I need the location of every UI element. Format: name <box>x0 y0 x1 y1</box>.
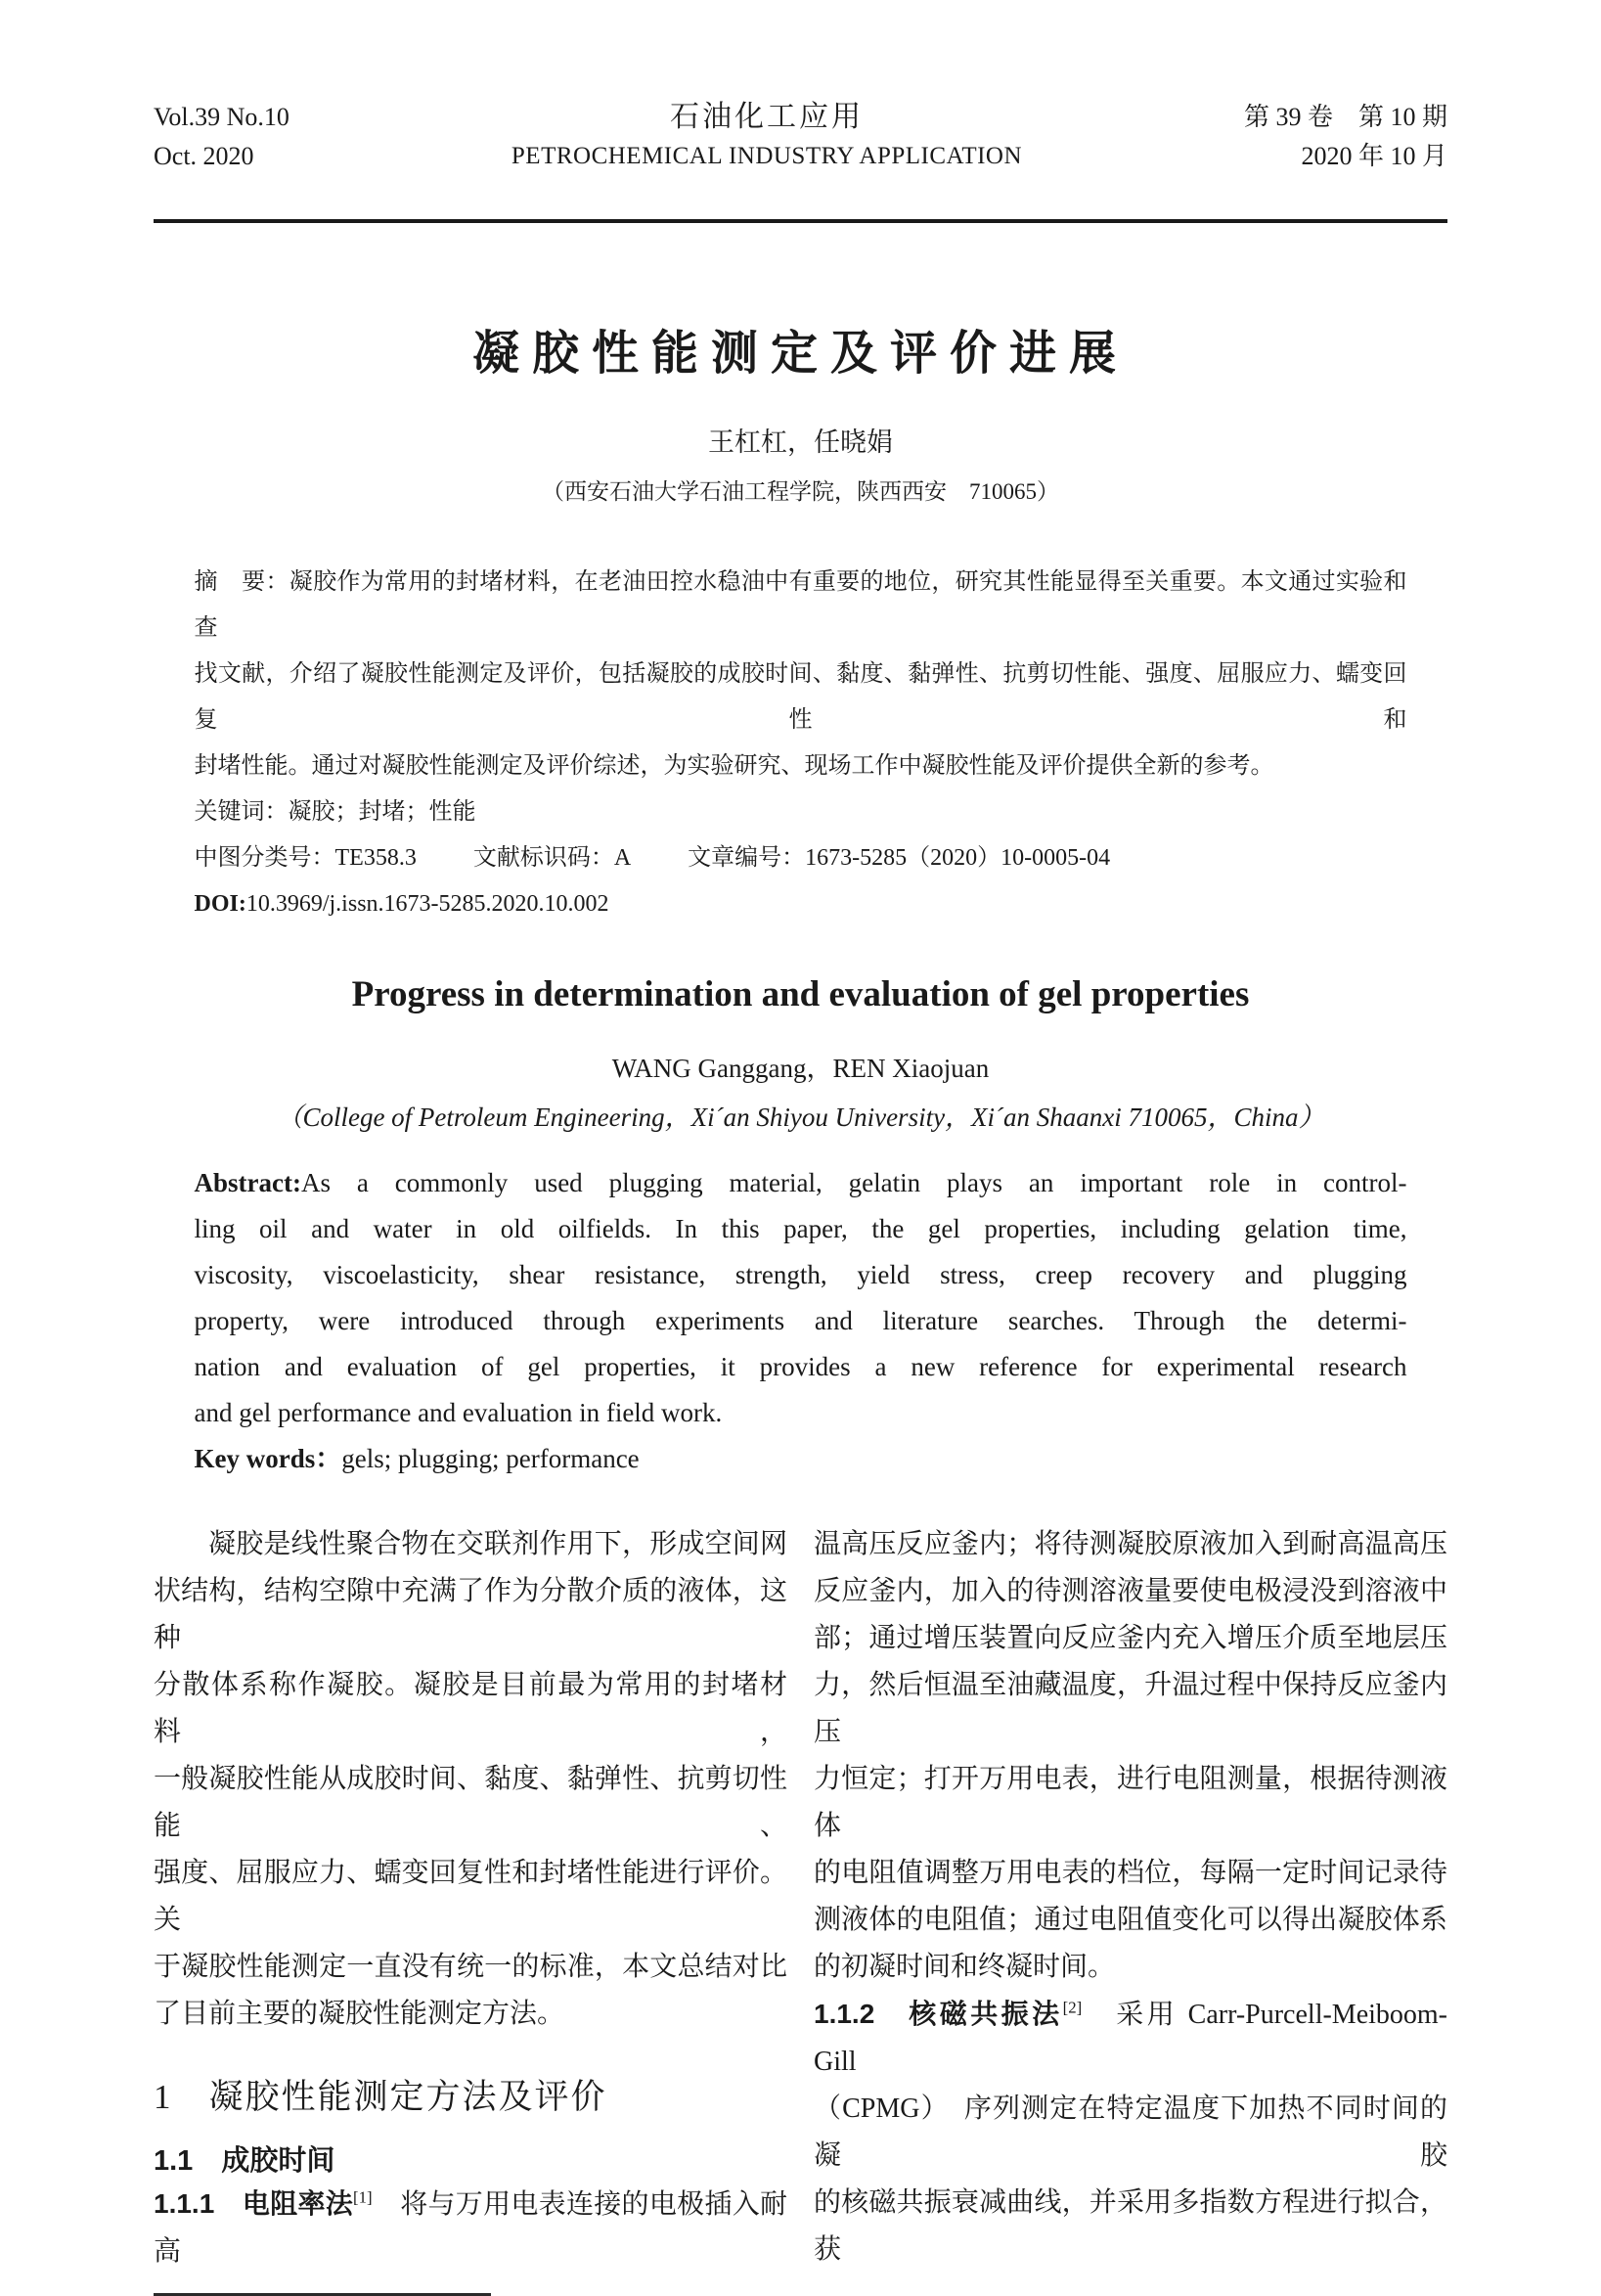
keywords-en <box>195 1436 1407 1482</box>
text-line: 了目前主要的凝胶性能测定方法。 <box>154 1999 565 2029</box>
text-line: 部；通过增压装置向反应釜内充入增压介质至地层压 <box>814 1623 1447 1653</box>
reference-2-superscript: [2] <box>1062 1998 1083 2017</box>
abstract-en-label: Abstract: <box>194 1168 301 1197</box>
abstract-en-first-text: As a commonly used plugging material, gelatin plays an important role in control- <box>300 1168 1407 1197</box>
abstract-cn-text <box>195 560 1407 789</box>
affiliation-cn: （西安石油大学石油工程学院，陕西西安 710065） <box>542 479 1059 504</box>
document-code: 文献标识码：A <box>472 845 632 871</box>
text-line: 温高压反应釜内；将待测凝胶原液加入到耐高温高压 <box>814 1529 1447 1559</box>
text-line: 状结构，结构空隙中充满了作为分散介质的液体，这种 <box>154 1576 787 1653</box>
text-line: 封堵性能。通过对凝胶性能测定及评价综述，为实验研究、现场工作中凝胶性能及评价提供全新的参考。 <box>194 753 1274 779</box>
nmr-paragraph <box>814 2086 1447 2273</box>
journal-issue-block <box>1244 98 1447 176</box>
text-line: 强度、屈服应力、蠕变回复性和封堵性能进行评价。关 <box>154 1858 787 1935</box>
abstract-en-text <box>195 1206 1407 1436</box>
text-line: 的核磁共振衰减曲线，并采用多指数方程进行拟合，获 <box>814 2187 1447 2265</box>
text-line: 找文献，介绍了凝胶性能测定及评价，包括凝胶的成胶时间、黏度、黏弹性、抗剪切性能、强度、屈服应力、蠕变回复性和 <box>194 661 1407 733</box>
section-1-1-2-heading: 1.1.2 核磁共振法 <box>814 1999 1063 2029</box>
text-line: ling oil and water in old oilfields. In this paper, the gel properties, including gelation time, <box>194 1214 1407 1243</box>
text-line: （CPMG） 序列测定在特定温度下加热不同时间的凝胶 <box>814 2093 1447 2171</box>
section-1-1-1-heading: 1.1.1 电阻率法 <box>154 2188 354 2219</box>
journal-date-cn: 2020 年 10 月 <box>1301 142 1447 170</box>
text-line: property, were introduced through experiments and literature searches. Through the determi- <box>194 1306 1407 1335</box>
reference-1-superscript: [1] <box>353 2187 373 2207</box>
authors-en: WANG Ganggang，REN Xiaojuan <box>611 1054 990 1083</box>
paper-title-en: Progress in determination and evaluation of gel properties <box>351 974 1250 1014</box>
affiliation-en: （College of Petroleum Engineering，Xi´an Shiyou University，Xi´an Shaanxi 710065，China） <box>276 1103 1325 1132</box>
clc-number: 中图分类号：TE358.3 <box>194 845 417 871</box>
text-line: 反应釜内，加入的待测溶液量要使电极浸没到溶液中 <box>814 1576 1447 1606</box>
intro-paragraph <box>154 1521 787 2038</box>
text-line: 力，然后恒温至油藏温度，升温过程中保持反应釜内压 <box>814 1670 1447 1747</box>
left-column <box>154 1521 787 2296</box>
journal-volume-block <box>154 98 289 176</box>
text-line: 于凝胶性能测定一直没有统一的标准，本文总结对比 <box>154 1952 787 1982</box>
text-line: nation and evaluation of gel properties, it provides a new reference for experimental research <box>194 1352 1407 1381</box>
text-line: 摘 要：凝胶作为常用的封堵材料，在老油田控水稳油中有重要的地位，研究其性能显得至关重要。本文通过实验和查 <box>194 569 1407 641</box>
section-1-1-2-line <box>814 1991 1447 2086</box>
authors-cn: 王杠杠，任晓娟 <box>708 428 893 457</box>
abstract-en-block <box>195 1160 1407 1482</box>
text-line: 凝胶是线性聚合物在交联剂作用下，形成空间网 <box>208 1529 787 1559</box>
abstract-cn-block <box>195 560 1407 927</box>
text-line: 力恒定；打开万用电表，进行电阻测量，根据待测液体 <box>814 1764 1447 1841</box>
abstract-en-first-line <box>195 1160 1407 1206</box>
article-number: 文章编号：1673-5285（2020）10-0005-04 <box>688 845 1111 871</box>
journal-title-block <box>511 98 1022 176</box>
journal-volume-en: Vol.39 No.10 <box>154 103 289 131</box>
section-1-1-1-text: 将与万用电表连接的电极插入耐高 <box>154 2189 787 2267</box>
right-column <box>814 1521 1447 2296</box>
section-1-heading: 1 凝胶性能测定方法及评价 <box>154 2078 607 2116</box>
text-line: viscosity, viscoelasticity, shear resistance, strength, yield stress, creep recovery and plugging <box>194 1260 1407 1289</box>
doi-line <box>195 881 1407 927</box>
journal-name-en: PETROCHEMICAL INDUSTRY APPLICATION <box>511 143 1023 169</box>
text-line: 一般凝胶性能从成胶时间、黏度、黏弹性、抗剪切性能、 <box>154 1764 787 1841</box>
text-line: 分散体系称作凝胶。凝胶是目前最为常用的封堵材料， <box>154 1670 787 1747</box>
keywords-en-label: Key words： <box>194 1444 342 1473</box>
text-line: 的电阻值调整万用电表的档位，每隔一定时间记录待 <box>814 1858 1447 1888</box>
keywords-en-value: gels; plugging; performance <box>341 1444 640 1473</box>
journal-name-cn: 石油化工应用 <box>669 101 864 133</box>
header-rule <box>154 219 1447 223</box>
journal-issue-cn: 第 39 卷 第 10 期 <box>1243 103 1447 131</box>
method-paragraph <box>814 1521 1447 1991</box>
section-1-1-heading: 1.1 成胶时间 <box>154 2145 335 2177</box>
section-1-1-1-line <box>154 2181 787 2275</box>
section-1-1-2-text: 采用 Carr-Purcell-Meiboom-Gill <box>814 2000 1448 2077</box>
doi-value: 10.3969/j.issn.1673-5285.2020.10.002 <box>245 891 609 917</box>
text-line: 的初凝时间和终凝时间。 <box>814 1952 1116 1982</box>
doi-label: DOI: <box>194 891 246 917</box>
keywords-cn: 关键词：凝胶；封堵；性能 <box>194 799 476 825</box>
text-line: 测液体的电阻值；通过电阻值变化可以得出凝胶体系 <box>814 1905 1447 1935</box>
paper-title-cn: 凝胶性能测定及评价进展 <box>471 328 1129 380</box>
journal-date-en: Oct. 2020 <box>154 142 254 170</box>
journal-header <box>154 0 1447 176</box>
clc-line <box>195 835 1407 881</box>
body-columns <box>154 1521 1447 2296</box>
text-line: and gel performance and evaluation in field work. <box>194 1398 723 1427</box>
